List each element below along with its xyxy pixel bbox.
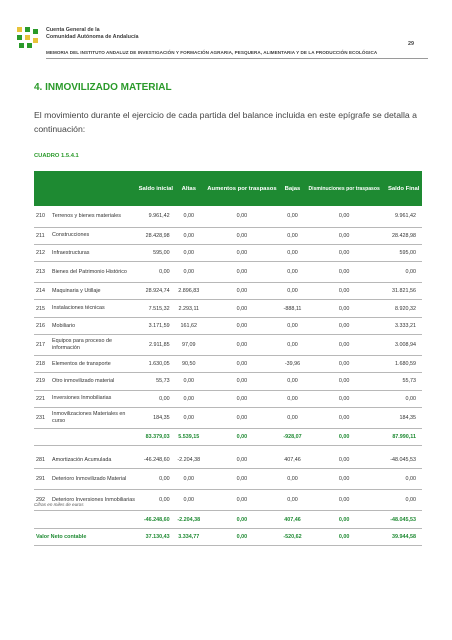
cell-bajas: 0,00	[282, 390, 303, 407]
cell-altas: 0,00	[176, 227, 202, 244]
subtotal-row-aumentos: 0,00	[202, 428, 282, 445]
table-row	[34, 373, 422, 390]
org-line-2: Comunidad Autónoma de Andalucía	[46, 34, 139, 40]
memoria-title: MEMORIA DEL INSTITUTO ANDALUZ DE INVESTIGACIÓN Y FORMACIÓN AGRARIA, PESQUERA, ALIMENTARIA Y DE LA PRODUCCIÓN ECOLÓGICA	[46, 50, 378, 55]
account-code: 212	[34, 244, 51, 261]
cell-bajas: 0,00	[282, 244, 303, 261]
cell-saldo-final: 0,00	[385, 469, 422, 490]
cell-aumentos: 0,00	[202, 206, 282, 227]
total-row-disminuciones: 0,00	[303, 528, 385, 545]
table-row	[34, 227, 422, 244]
cell-aumentos: 0,00	[202, 469, 282, 490]
header-divider	[46, 58, 428, 59]
cell-aumentos: 0,00	[202, 334, 282, 355]
table-header-row	[34, 171, 422, 206]
cell-saldo-inicial: 7.515,32	[136, 300, 176, 317]
account-code: 218	[34, 355, 51, 372]
account-description: Bienes del Patrimonio Histórico	[51, 262, 136, 283]
cell-aumentos: 0,00	[202, 300, 282, 317]
account-code: 217	[34, 334, 51, 355]
cell-saldo-final: 1.680,59	[385, 355, 422, 372]
account-description: Elementos de transporte	[51, 355, 136, 372]
subtotal-amort-row-bajas: 407,46	[282, 511, 303, 528]
cell-saldo-inicial: 9.961,42	[136, 206, 176, 227]
cell-saldo-final: 0,00	[385, 390, 422, 407]
cell-bajas: 0,00	[282, 373, 303, 390]
cell-bajas: 0,00	[282, 262, 303, 283]
table-row	[34, 300, 422, 317]
account-code: 231	[34, 407, 51, 428]
cell-disminuciones: 0,00	[303, 390, 385, 407]
table-row	[34, 244, 422, 261]
org-line-1: Cuenta General de la	[46, 27, 100, 33]
cell-disminuciones: 0,00	[303, 490, 385, 511]
cell-bajas: 0,00	[282, 490, 303, 511]
cell-bajas: -39,96	[282, 355, 303, 372]
cell-aumentos: 0,00	[202, 355, 282, 372]
cell-saldo-inicial: 0,00	[136, 469, 176, 490]
junta-andalucia-logo-icon	[16, 26, 40, 50]
account-code: 219	[34, 373, 51, 390]
account-code: 213	[34, 262, 51, 283]
cell-saldo-final: -48.045,53	[385, 452, 422, 469]
total-row-saldo-inicial: 37.130,43	[136, 528, 176, 545]
subtotal-row-bajas: -928,07	[282, 428, 303, 445]
cell-saldo-inicial: -46.248,60	[136, 452, 176, 469]
balance-table	[34, 171, 422, 546]
header-bajas: Bajas	[282, 171, 303, 206]
account-code: 292	[34, 490, 51, 511]
cell-aumentos: 0,00	[202, 283, 282, 300]
cell-saldo-inicial: 1.630,05	[136, 355, 176, 372]
account-description: Maquinaria y Utillaje	[51, 283, 136, 300]
table-row	[34, 317, 422, 334]
subtotal-amort-row-altas: -2.204,38	[176, 511, 202, 528]
account-code: 221	[34, 390, 51, 407]
account-code: 211	[34, 227, 51, 244]
subtotal-row-label	[34, 428, 136, 445]
cell-saldo-final: 28.428,98	[385, 227, 422, 244]
subtotal-amort-row	[34, 511, 422, 528]
account-code: 281	[34, 452, 51, 469]
subtotal-row-saldo-inicial: 83.379,03	[136, 428, 176, 445]
cell-aumentos: 0,00	[202, 373, 282, 390]
cell-bajas: 0,00	[282, 317, 303, 334]
account-description: Otro inmovilizado material	[51, 373, 136, 390]
cell-saldo-final: 0,00	[385, 262, 422, 283]
cell-aumentos: 0,00	[202, 407, 282, 428]
cell-disminuciones: 0,00	[303, 206, 385, 227]
cell-altas: 97,09	[176, 334, 202, 355]
cell-aumentos: 0,00	[202, 244, 282, 261]
cell-saldo-final: 3.333,21	[385, 317, 422, 334]
account-description: Terrenos y bienes materiales	[51, 206, 136, 227]
cell-saldo-inicial: 3.171,59	[136, 317, 176, 334]
cell-saldo-inicial: 28.924,74	[136, 283, 176, 300]
cell-saldo-final: 0,00	[385, 490, 422, 511]
cell-saldo-inicial: 0,00	[136, 390, 176, 407]
header-saldo-final: Saldo Final	[385, 171, 422, 206]
cell-altas: 0,00	[176, 390, 202, 407]
cell-saldo-final: 595,00	[385, 244, 422, 261]
cell-altas: 90,50	[176, 355, 202, 372]
header-aumentos: Aumentos por traspasos	[202, 171, 282, 206]
cell-altas: 0,00	[176, 490, 202, 511]
section-title: 4. INMOVILIZADO MATERIAL	[34, 82, 172, 93]
account-description: Equipos para proceso de información	[51, 334, 136, 355]
intro-paragraph: El movimiento durante el ejercicio de cada partida del balance incluida en este epígrafe se detalla a continuación:	[34, 110, 417, 134]
cell-altas: 0,00	[176, 469, 202, 490]
cell-disminuciones: 0,00	[303, 300, 385, 317]
subtotal-amort-row-disminuciones: 0,00	[303, 511, 385, 528]
cell-disminuciones: 0,00	[303, 317, 385, 334]
account-description: Instalaciones técnicas	[51, 300, 136, 317]
cell-saldo-final: 9.961,42	[385, 206, 422, 227]
cell-bajas: 0,00	[282, 206, 303, 227]
cell-aumentos: 0,00	[202, 490, 282, 511]
cell-saldo-final: 8.920,32	[385, 300, 422, 317]
cell-saldo-final: 55,73	[385, 373, 422, 390]
account-description: Deterioro Inversiones Inmobiliarias	[51, 490, 136, 511]
cell-saldo-inicial: 55,73	[136, 373, 176, 390]
table-caption: CUADRO 1.5.4.1	[34, 153, 79, 159]
cell-saldo-inicial: 2.911,85	[136, 334, 176, 355]
table-row	[34, 206, 422, 227]
cell-disminuciones: 0,00	[303, 469, 385, 490]
subtotal-row-disminuciones: 0,00	[303, 428, 385, 445]
cell-aumentos: 0,00	[202, 317, 282, 334]
total-row	[34, 528, 422, 545]
subtotal-row-altas: 5.539,15	[176, 428, 202, 445]
cell-saldo-inicial: 0,00	[136, 490, 176, 511]
units-note: Cifras en miles de euros	[34, 502, 84, 507]
cell-disminuciones: 0,00	[303, 244, 385, 261]
total-row-altas: 3.334,77	[176, 528, 202, 545]
cell-aumentos: 0,00	[202, 390, 282, 407]
subtotal-amort-row-saldo-final: -48.045,53	[385, 511, 422, 528]
total-row-aumentos: 0,00	[202, 528, 282, 545]
cell-disminuciones: 0,00	[303, 452, 385, 469]
table-row	[34, 469, 422, 490]
subtotal-amort-row-label	[34, 511, 136, 528]
cell-altas: -2.204,38	[176, 452, 202, 469]
total-row-label: Valor Neto contable	[34, 528, 136, 545]
account-description: Construcciones	[51, 227, 136, 244]
subtotal-amort-row-aumentos: 0,00	[202, 511, 282, 528]
cell-altas: 0,00	[176, 262, 202, 283]
cell-disminuciones: 0,00	[303, 334, 385, 355]
cell-saldo-final: 184,35	[385, 407, 422, 428]
cell-bajas: 0,00	[282, 227, 303, 244]
table-row	[34, 490, 422, 511]
subtotal-row	[34, 428, 422, 445]
cell-disminuciones: 0,00	[303, 262, 385, 283]
total-row-bajas: -520,62	[282, 528, 303, 545]
cell-altas: 2.293,11	[176, 300, 202, 317]
account-code: 215	[34, 300, 51, 317]
cell-altas: 161,62	[176, 317, 202, 334]
table-row	[34, 262, 422, 283]
cell-disminuciones: 0,00	[303, 407, 385, 428]
header-blank	[34, 171, 136, 206]
account-description: Deterioro Inmovilizado Material	[51, 469, 136, 490]
subtotal-row-saldo-final: 87.990,11	[385, 428, 422, 445]
page-number: 29	[408, 41, 414, 47]
cell-bajas: 0,00	[282, 334, 303, 355]
total-row-saldo-final: 39.944,58	[385, 528, 422, 545]
account-code: 210	[34, 206, 51, 227]
cell-saldo-final: 3.008,94	[385, 334, 422, 355]
cell-altas: 0,00	[176, 373, 202, 390]
table-row	[34, 390, 422, 407]
account-code: 291	[34, 469, 51, 490]
cell-disminuciones: 0,00	[303, 227, 385, 244]
table-row	[34, 452, 422, 469]
cell-bajas: 0,00	[282, 407, 303, 428]
page-header	[0, 0, 452, 62]
cell-aumentos: 0,00	[202, 452, 282, 469]
table-row	[34, 407, 422, 428]
cell-bajas: 407,46	[282, 452, 303, 469]
header-saldo-inicial: Saldo inicial	[136, 171, 176, 206]
account-code: 216	[34, 317, 51, 334]
account-description: Mobiliario	[51, 317, 136, 334]
cell-altas: 2.896,83	[176, 283, 202, 300]
cell-bajas: -888,11	[282, 300, 303, 317]
table-row	[34, 355, 422, 372]
account-description: Inmovilizaciones Materiales en curso	[51, 407, 136, 428]
header-altas: Altas	[176, 171, 202, 206]
cell-altas: 0,00	[176, 206, 202, 227]
cell-bajas: 0,00	[282, 283, 303, 300]
cell-saldo-inicial: 28.428,98	[136, 227, 176, 244]
cell-disminuciones: 0,00	[303, 373, 385, 390]
cell-disminuciones: 0,00	[303, 283, 385, 300]
cell-saldo-final: 31.821,56	[385, 283, 422, 300]
cell-saldo-inicial: 184,35	[136, 407, 176, 428]
cell-aumentos: 0,00	[202, 227, 282, 244]
cell-disminuciones: 0,00	[303, 355, 385, 372]
account-description: Amortización Acumulada	[51, 452, 136, 469]
account-description: Inversiones Inmobiliarias	[51, 390, 136, 407]
account-code: 214	[34, 283, 51, 300]
cell-aumentos: 0,00	[202, 262, 282, 283]
cell-saldo-inicial: 0,00	[136, 262, 176, 283]
table-row	[34, 334, 422, 355]
cell-altas: 0,00	[176, 407, 202, 428]
subtotal-amort-row-saldo-inicial: -46.248,60	[136, 511, 176, 528]
account-description: Infraestructuras	[51, 244, 136, 261]
cell-altas: 0,00	[176, 244, 202, 261]
header-disminuciones: Disminuciones por traspasos	[303, 171, 385, 206]
cell-saldo-inicial: 595,00	[136, 244, 176, 261]
table-row	[34, 283, 422, 300]
cell-bajas: 0,00	[282, 469, 303, 490]
organization-name	[46, 27, 138, 41]
